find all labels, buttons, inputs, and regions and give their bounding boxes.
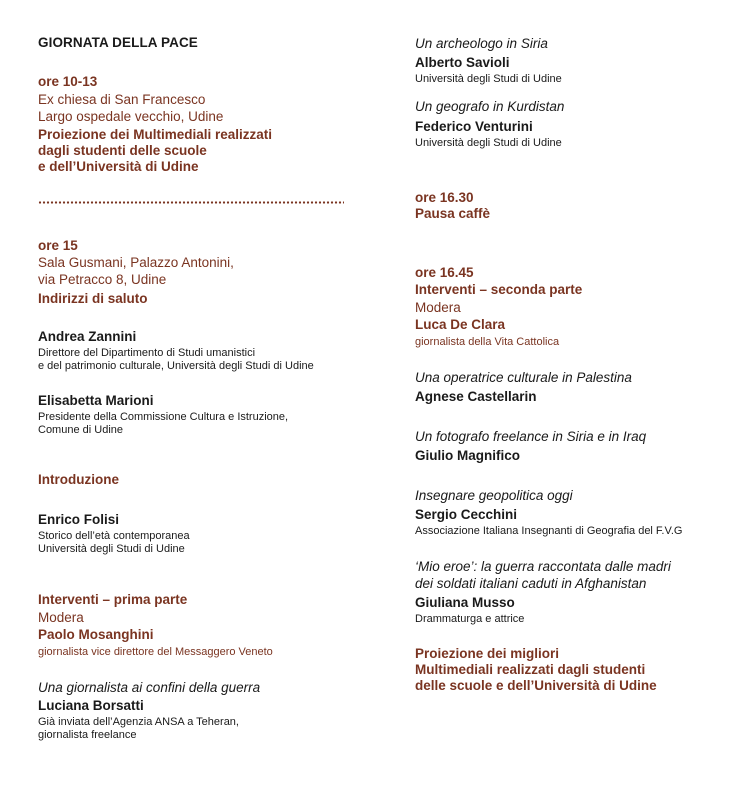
folisi-desc — [38, 530, 190, 556]
savioli-name: Alberto Savioli — [415, 55, 510, 70]
marioni-desc — [38, 411, 288, 437]
session1-headline-line: dagli studenti delle scuole — [38, 143, 207, 158]
borsatti-name: Luciana Borsatti — [38, 698, 144, 713]
zannini-desc-line: Direttore del Dipartimento di Studi umanistici — [38, 347, 256, 359]
borsatti-topic: Una giornalista ai confini della guerra — [38, 680, 261, 695]
folisi-desc-line: Storico dell’età contemporanea — [38, 530, 190, 542]
session2-headline: Indirizzi di saluto — [38, 291, 148, 306]
borsatti-desc — [38, 716, 239, 742]
part1-headline: Interventi – prima parte — [38, 592, 188, 607]
venturini-desc: Università degli Studi di Udine — [415, 137, 562, 149]
magnifico-topic: Un fotografo freelance in Siria e in Iraq — [415, 429, 647, 444]
savioli-topic: Un archeologo in Siria — [415, 36, 548, 51]
castellarin-topic: Una operatrice culturale in Palestina — [415, 370, 632, 385]
marioni-desc-line: Comune di Udine — [38, 424, 123, 436]
session2-location-line: via Petracco 8, Udine — [38, 272, 167, 287]
part2-modera: Modera — [415, 300, 461, 315]
musso-desc: Drammaturga e attrice — [415, 613, 525, 625]
session1-location-line: Ex chiesa di San Francesco — [38, 92, 206, 107]
session1-headline-line: Proiezione dei Multimediali realizzati — [38, 127, 273, 142]
zannini-desc — [38, 347, 314, 373]
session2-location — [38, 254, 234, 288]
musso-name: Giuliana Musso — [415, 595, 515, 610]
magnifico-name: Giulio Magnifico — [415, 448, 520, 463]
part2-moderator-name: Luca De Clara — [415, 317, 506, 332]
musso-topic-line: dei soldati italiani caduti in Afghanistan — [415, 576, 647, 591]
borsatti-desc-line: giornalista freelance — [38, 729, 137, 741]
part2-time: ore 16.45 — [415, 265, 474, 280]
zannini-name: Andrea Zannini — [38, 329, 137, 344]
finale-headline — [415, 646, 657, 694]
marioni-desc-line: Presidente della Commissione Cultura e Istruzione, — [38, 411, 289, 423]
part1-moderator-desc: giornalista vice direttore del Messaggero Veneto — [38, 646, 273, 658]
part1-modera: Modera — [38, 610, 84, 625]
part1-moderator-name: Paolo Mosanghini — [38, 627, 154, 642]
part2-moderator-desc: giornalista della Vita Cattolica — [415, 336, 560, 348]
savioli-desc: Università degli Studi di Udine — [415, 73, 562, 85]
session1-headline-line: e dell’Università di Udine — [38, 159, 199, 174]
session1-time: ore 10-13 — [38, 74, 98, 89]
pausa-label: Pausa caffè — [415, 206, 491, 221]
session1-location-line: Largo ospedale vecchio, Udine — [38, 109, 224, 124]
venturini-topic: Un geografo in Kurdistan — [415, 99, 565, 114]
session2-location-line: Sala Gusmani, Palazzo Antonini, — [38, 255, 234, 270]
finale-headline-line: delle scuole e dell’Università di Udine — [415, 678, 657, 693]
borsatti-desc-line: Già inviata dell’Agenzia ANSA a Teheran, — [38, 716, 239, 728]
finale-headline-line: Proiezione dei migliori — [415, 646, 560, 661]
pausa-time: ore 16.30 — [415, 190, 474, 205]
cecchini-desc: Associazione Italiana Insegnanti di Geografia del F.V.G — [415, 525, 683, 537]
cecchini-topic: Insegnare geopolitica oggi — [415, 488, 573, 503]
dotted-divider — [38, 201, 344, 204]
session1-headline — [38, 127, 272, 175]
cecchini-name: Sergio Cecchini — [415, 507, 518, 522]
finale-headline-line: Multimediali realizzati dagli studenti — [415, 662, 646, 677]
introduzione-heading: Introduzione — [38, 472, 119, 487]
folisi-desc-line: Università degli Studi di Udine — [38, 543, 185, 555]
part2-headline: Interventi – seconda parte — [415, 282, 583, 297]
castellarin-name: Agnese Castellarin — [415, 389, 537, 404]
venturini-name: Federico Venturini — [415, 119, 533, 134]
session2-time: ore 15 — [38, 238, 78, 253]
zannini-desc-line: e del patrimonio culturale, Università degli Studi di Udine — [38, 360, 314, 372]
musso-topic-line: ‘Mio eroe’: la guerra raccontata dalle madri — [415, 559, 671, 574]
page-title: GIORNATA DELLA PACE — [38, 35, 198, 50]
session1-location — [38, 91, 223, 125]
folisi-name: Enrico Folisi — [38, 512, 120, 527]
musso-topic — [415, 558, 671, 592]
marioni-name: Elisabetta Marioni — [38, 393, 154, 408]
